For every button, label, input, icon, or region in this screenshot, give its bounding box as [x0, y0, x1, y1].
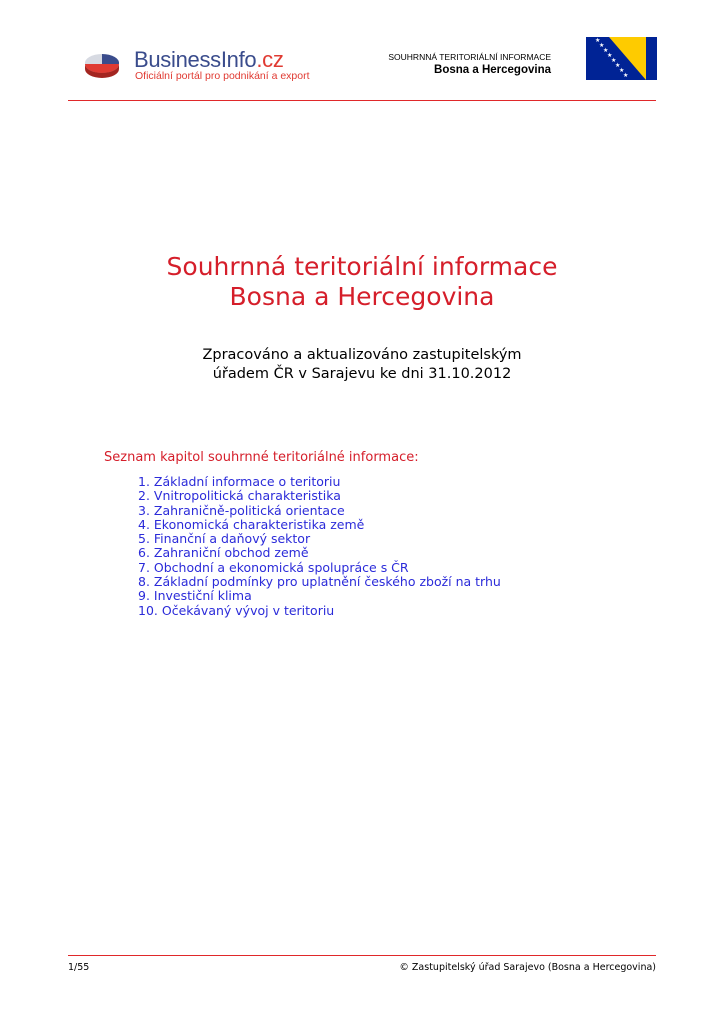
svg-text:★: ★: [619, 67, 625, 74]
bosnia-flag-icon: [586, 37, 657, 80]
svg-text:★: ★: [611, 57, 617, 64]
title-line-1: Souhrnná teritoriální informace: [166, 252, 558, 281]
page-number: 1/55: [68, 962, 90, 973]
toc-item-10[interactable]: 10. Očekávaný vývoj v teritoriu: [138, 602, 335, 618]
svg-text:★: ★: [599, 42, 605, 49]
logo-name: BusinessInfo.cz: [134, 47, 284, 72]
title-line-2: Bosna a Hercegovina: [229, 282, 495, 311]
header-label-block: [388, 52, 551, 77]
svg-text:★: ★: [607, 52, 613, 59]
header-country-name: Bosna a Hercegovina: [434, 64, 551, 76]
subtitle-line-2: úřadem ČR v Sarajevu ke dni 31.10.2012: [212, 366, 512, 382]
svg-text:★: ★: [595, 37, 601, 44]
pie-chart-logo-icon: [82, 48, 122, 80]
toc-item-3[interactable]: 3. Zahraničně-politická orientace: [138, 502, 345, 518]
subtitle-line-1: Zpracováno a aktualizováno zastupitelským: [202, 347, 522, 363]
svg-text:★: ★: [623, 72, 629, 79]
toc-heading: Seznam kapitol souhrnné teritoriálné informace:: [104, 450, 419, 465]
toc-item-7[interactable]: 7. Obchodní a ekonomická spolupráce s ČR: [138, 559, 409, 575]
header-document-type: SOUHRNNÁ TERITORIÁLNÍ INFORMACE: [388, 52, 551, 62]
businessinfo-logo[interactable]: [82, 48, 312, 84]
toc-list: [138, 475, 501, 618]
page-title: [0, 252, 724, 312]
footer-divider: [68, 955, 656, 956]
toc-item-2[interactable]: 2. Vnitropolitická charakteristika: [138, 488, 341, 504]
toc-item-9[interactable]: 9. Investiční klima: [138, 588, 252, 604]
logo-tagline: Oficiální portál pro podnikání a export: [135, 70, 310, 82]
toc-item-1[interactable]: 1. Základní informace o teritoriu: [138, 474, 341, 489]
toc-item-8[interactable]: 8. Základní podmínky pro uplatnění českého zboží na trhu: [138, 574, 501, 590]
toc-item-5[interactable]: 5. Finanční a daňový sektor: [138, 531, 311, 547]
svg-text:★: ★: [615, 62, 621, 69]
toc-item-4[interactable]: 4. Ekonomická charakteristika země: [138, 516, 365, 532]
document-subtitle: [0, 346, 724, 384]
footer-copyright: © Zastupitelský úřad Sarajevo (Bosna a Hercegovina): [399, 962, 656, 973]
svg-text:★: ★: [603, 47, 609, 54]
toc-item-6[interactable]: 6. Zahraniční obchod země: [138, 545, 309, 561]
header-divider: [68, 100, 656, 101]
